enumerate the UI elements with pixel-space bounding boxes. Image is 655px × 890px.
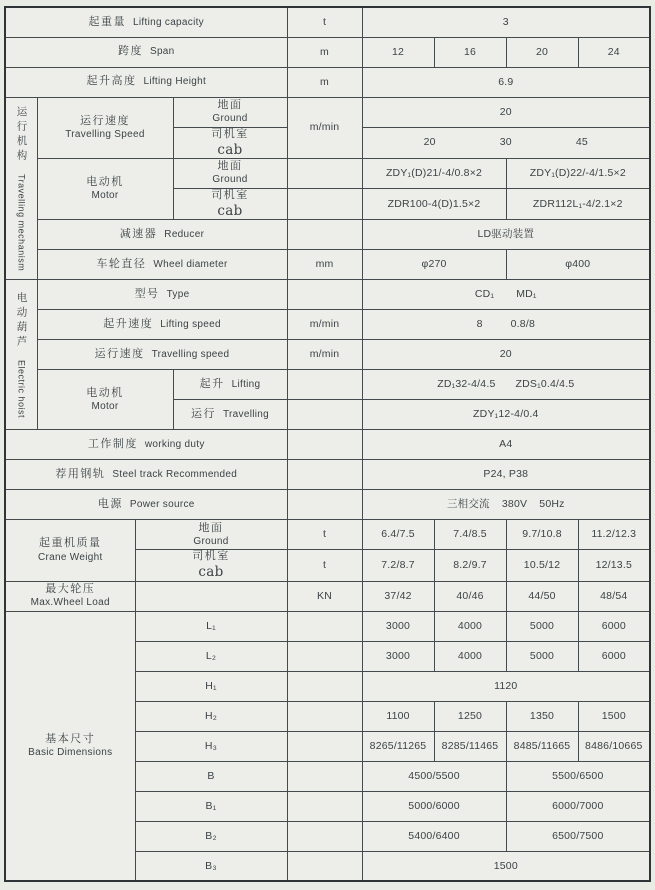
label-en: Travelling speed [151,349,230,361]
vertical-label-wrap [6,106,37,271]
hoist-type-label [37,280,287,310]
dim-b2-value: 6500/7500 [506,821,650,851]
crane-weight-cab-value: 10.5/12 [506,550,578,581]
row-power-source [5,490,650,520]
dim-l1-value: 6000 [578,611,650,641]
reducer-label [37,220,287,250]
crane-weight-ground-unit: t [287,520,362,550]
label-en: cab [217,203,243,220]
travel-motor-label [37,158,173,219]
dim-b-unit-cell [287,761,362,791]
travel-motor-ground-sublabel [173,158,287,188]
dim-b2-unit-cell [287,821,362,851]
crane-weight-ground-sublabel [135,520,287,550]
wheel-diameter-value: φ400 [506,250,650,280]
hoist-type-unit-cell [287,280,362,310]
section-electric-hoist [5,280,37,430]
wheel-diameter-label [37,250,287,280]
label-en: working duty [144,439,205,451]
label-en: Ground [212,174,248,186]
hoist-travelling-speed-unit: m/min [287,340,362,370]
label-zh: 电源 [97,498,123,511]
dim-b1-value: 5000/6000 [362,791,506,821]
lifting-capacity-value: 3 [362,7,650,37]
label-zh: 减速器 [119,228,158,241]
dim-l1-value: 5000 [506,611,578,641]
vertical-label [15,106,28,271]
dim-h2-value: 1100 [362,701,434,731]
max-wheel-load-sublabel-cell [135,581,287,611]
label-en: Motor [91,190,119,202]
travel-speed-label [37,97,173,158]
label-en: Wheel diameter [153,259,228,271]
label-zh: 最大轮压 [45,583,96,596]
hoist-travelling-speed-value: 20 [362,340,650,370]
dim-h3-value: 8265/11265 [362,731,434,761]
power-source-label [5,490,287,520]
label-zh: 车轮直径 [96,258,147,271]
dim-l1-value: 3000 [362,611,434,641]
crane-weight-cab-value: 7.2/8.7 [362,550,434,581]
hoist-type-values [362,280,650,310]
crane-weight-cab-unit: t [287,550,362,581]
power-source-value: 三相交流 380V 50Hz [362,490,650,520]
travel-motor-cab-unit-cell [287,188,362,219]
hoist-motor-travelling-value: ZDY₁12-4/0.4 [362,400,650,430]
label-zh: 起升 [199,378,225,391]
value: MD₁ [516,288,537,301]
travel-motor-ground-unit-cell [287,158,362,188]
travel-speed-unit: m/min [287,97,362,158]
dim-symbol: B₃ [135,851,287,881]
span-unit: m [287,37,362,67]
row-lifting-capacity [5,7,650,37]
dim-symbol: L₁ [135,611,287,641]
label-en: Max.Wheel Load [30,597,110,609]
label-en: Ground [193,535,229,547]
hoist-motor-travelling-sublabel [173,400,287,430]
label-en: Travelling mechanism [16,173,27,271]
span-value: 24 [578,37,650,67]
dim-h1-unit-cell [287,671,362,701]
travel-motor-cab-value: ZDR100-4(D)1.5×2 [362,188,506,219]
label-en: Power source [129,499,195,511]
span-value: 20 [506,37,578,67]
value: CD₁ [474,288,495,301]
row-steel-track [5,460,650,490]
lifting-capacity-unit: t [287,7,362,37]
steel-track-unit-cell [287,460,362,490]
span-value: 16 [434,37,506,67]
power-source-unit-cell [287,490,362,520]
hoist-motor-travelling-unit-cell [287,400,362,430]
wheel-diameter-unit: mm [287,250,362,280]
value-list [363,318,650,331]
dim-h3-unit-cell [287,731,362,761]
dim-h3-value: 8486/10665 [578,731,650,761]
dim-h2-value: 1350 [506,701,578,731]
crane-weight-ground-value: 6.4/7.5 [362,520,434,550]
dim-h2-value: 1500 [578,701,650,731]
dim-h3-value: 8285/11465 [434,731,506,761]
row-reducer [5,220,650,250]
lifting-height-unit: m [287,67,362,97]
row-hoist-travelling-speed [5,340,650,370]
row-working-duty [5,430,650,460]
label-en: Travelling Speed [65,128,145,140]
max-wheel-load-label [5,581,135,611]
label-zh: 运行 [191,408,217,421]
working-duty-label [5,430,287,460]
hoist-motor-label [37,370,173,430]
reducer-value: LD驱动装置 [362,220,650,250]
lifting-capacity-label [5,7,287,37]
travel-motor-ground-value: ZDY₁(D)21/-4/0.8×2 [362,158,506,188]
label-zh: 司机室 [211,188,249,201]
hoist-lifting-speed-unit: m/min [287,310,362,340]
dim-symbol: H₂ [135,701,287,731]
row-dim-l1 [5,611,650,641]
label-en: Basic Dimensions [28,746,113,758]
label-en: Lifting speed [160,319,221,331]
label-en: Lifting Height [143,76,207,88]
dim-symbol: B₂ [135,821,287,851]
row-hoist-type [5,280,650,310]
travel-speed-ground-value: 20 [362,97,650,127]
label-zh: 起升速度 [103,318,154,331]
label-zh: 地面 [217,160,243,173]
section-travelling-mechanism [5,97,37,280]
crane-weight-cab-value: 12/13.5 [578,550,650,581]
span-label [5,37,287,67]
value: 0.8/8 [510,318,535,331]
dim-symbol: B [135,761,287,791]
dim-b-value: 5500/6500 [506,761,650,791]
travel-motor-cab-sublabel [173,188,287,219]
label-zh: 司机室 [192,550,230,563]
value: ZD₁32-4/4.5 [437,378,496,391]
label-zh: 荐用钢轨 [55,468,106,481]
dim-h2-unit-cell [287,701,362,731]
row-lifting-height [5,67,650,97]
crane-weight-label [5,520,135,581]
label-zh: 运行速度 [80,114,130,127]
dim-l2-value: 5000 [506,641,578,671]
label-zh: 运行速度 [94,348,145,361]
dim-h1-value: 1120 [362,671,650,701]
vertical-label [15,292,28,418]
row-hoist-lifting-speed [5,310,650,340]
value-list [363,378,650,391]
vertical-label-wrap [6,292,37,418]
row-travel-motor-ground [5,158,650,188]
label-en: Steel track Recommended [112,469,238,481]
label-zh: 地面 [198,521,224,534]
row-travel-speed-ground [5,97,650,127]
dim-l1-unit-cell [287,611,362,641]
label-en: Electric hoist [16,359,27,418]
dim-b3-unit-cell [287,851,362,881]
dim-l2-value: 3000 [362,641,434,671]
hoist-motor-lifting-unit-cell [287,370,362,400]
label-zh: 运行机构 [15,105,28,164]
dim-l2-value: 6000 [578,641,650,671]
crane-weight-ground-value: 7.4/8.5 [434,520,506,550]
label-zh: 基本尺寸 [45,732,96,745]
value: 30 [499,136,512,149]
value-list [363,136,650,149]
label-en: Travelling [223,409,269,421]
travel-speed-cab-values [362,127,650,158]
dim-l1-value: 4000 [434,611,506,641]
value: ZDS₁0.4/4.5 [515,378,575,391]
label-en: Lifting [231,379,261,391]
label-zh: 电动机 [86,386,124,399]
travel-motor-cab-value: ZDR112L₁-4/2.1×2 [506,188,650,219]
label-zh: 地面 [217,98,243,111]
row-crane-weight-ground [5,520,650,550]
label-zh: 起重量 [88,15,127,28]
label-zh: 起重机质量 [39,537,102,550]
crane-weight-cab-sublabel [135,550,287,581]
dim-l2-unit-cell [287,641,362,671]
label-en: cab [198,564,224,581]
crane-weight-cab-value: 8.2/9.7 [434,550,506,581]
crane-weight-ground-value: 9.7/10.8 [506,520,578,550]
lifting-height-label [5,67,287,97]
steel-track-value: P24, P38 [362,460,650,490]
dim-h3-value: 8485/11665 [506,731,578,761]
basic-dimensions-label [5,611,135,881]
label-en: Ground [212,113,248,125]
dim-symbol: H₁ [135,671,287,701]
label-zh: 起升高度 [86,75,137,88]
row-span [5,37,650,67]
value-list [363,288,650,301]
dim-l2-value: 4000 [434,641,506,671]
hoist-lifting-speed-values [362,310,650,340]
dim-b3-value: 1500 [362,851,650,881]
label-en: cab [217,141,243,158]
dim-b1-value: 6000/7000 [506,791,650,821]
dim-symbol: L₂ [135,641,287,671]
travel-speed-cab-sublabel [173,127,287,158]
travel-speed-ground-sublabel [173,97,287,127]
dim-b2-value: 5400/6400 [362,821,506,851]
steel-track-label [5,460,287,490]
max-wheel-load-value: 48/54 [578,581,650,611]
dim-h2-value: 1250 [434,701,506,731]
row-hoist-motor-lifting [5,370,650,400]
hoist-lifting-speed-label [37,310,287,340]
label-en: Span [149,46,175,58]
label-en: Crane Weight [37,551,103,563]
wheel-diameter-value: φ270 [362,250,506,280]
max-wheel-load-unit: KN [287,581,362,611]
label-zh: 电动葫芦 [15,291,28,350]
label-zh: 型号 [134,288,160,301]
value: 20 [423,136,436,149]
label-zh: 跨度 [117,45,143,58]
dim-b-value: 4500/5500 [362,761,506,791]
label-en: Type [166,289,190,301]
crane-weight-ground-value: 11.2/12.3 [578,520,650,550]
crane-spec-table [4,6,651,882]
reducer-unit-cell [287,220,362,250]
hoist-motor-lifting-values [362,370,650,400]
label-zh: 电动机 [86,175,124,188]
label-en: Lifting capacity [133,16,204,28]
row-wheel-diameter [5,250,650,280]
working-duty-value: A4 [362,430,650,460]
hoist-motor-lifting-sublabel [173,370,287,400]
value: 45 [575,136,588,149]
span-value: 12 [362,37,434,67]
hoist-travelling-speed-label [37,340,287,370]
travel-motor-ground-value: ZDY₁(D)22/-4/1.5×2 [506,158,650,188]
row-max-wheel-load [5,581,650,611]
label-en: Motor [91,400,119,412]
dim-symbol: B₁ [135,791,287,821]
label-zh: 司机室 [211,127,249,140]
max-wheel-load-value: 44/50 [506,581,578,611]
value: 8 [476,318,483,331]
lifting-height-value: 6.9 [362,67,650,97]
max-wheel-load-value: 37/42 [362,581,434,611]
working-duty-unit-cell [287,430,362,460]
max-wheel-load-value: 40/46 [434,581,506,611]
label-en: Reducer [164,229,205,241]
dim-symbol: H₃ [135,731,287,761]
dim-b1-unit-cell [287,791,362,821]
label-zh: 工作制度 [87,438,138,451]
